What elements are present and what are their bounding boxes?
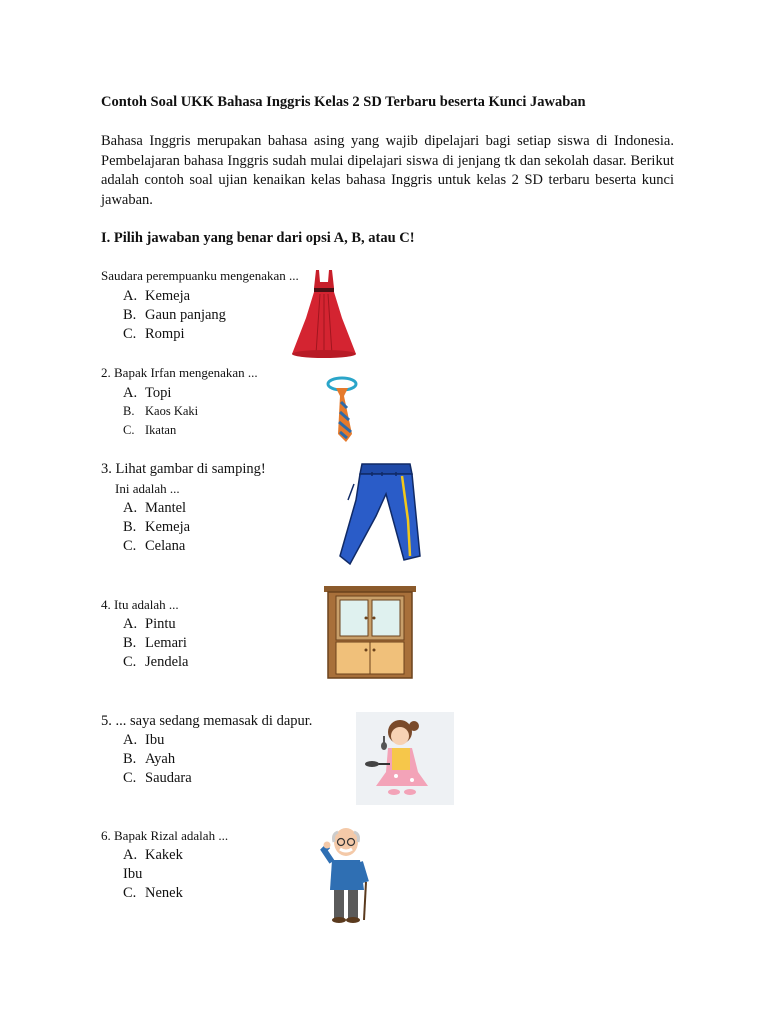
question-text: 6. Bapak Rizal adalah ... <box>101 828 229 843</box>
option-c[interactable]: C. Rompi <box>123 326 185 342</box>
option-b[interactable]: Ibu <box>123 866 143 882</box>
grandfather-image <box>318 824 378 926</box>
option-c[interactable]: C. Celana <box>123 538 186 554</box>
option-c[interactable]: C. Saudara <box>123 770 192 786</box>
option-c[interactable]: C. Nenek <box>123 885 183 901</box>
option-a[interactable]: A. Ibu <box>123 732 165 748</box>
option-b[interactable]: B. Kaos Kaki <box>123 404 199 418</box>
option-a[interactable]: A. Topi <box>123 385 172 401</box>
option-b[interactable]: B. Kemeja <box>123 519 191 535</box>
page-title: Contoh Soal UKK Bahasa Inggris Kelas 2 SD Terbaru beserta Kunci Jawaban <box>101 94 586 110</box>
question-text: 5. ... saya sedang memasak di dapur. <box>101 713 313 729</box>
option-a[interactable]: A. Mantel <box>123 500 187 516</box>
mother-cooking-image <box>356 712 454 805</box>
option-a[interactable]: A. Kemeja <box>123 288 191 304</box>
option-c[interactable]: C. Jendela <box>123 654 189 670</box>
necktie-image <box>300 372 380 450</box>
option-a[interactable]: A. Pintu <box>123 616 176 632</box>
question-text: Saudara perempuanku mengenakan ... <box>101 268 299 283</box>
option-b[interactable]: B. Lemari <box>123 635 187 651</box>
intro-paragraph: Bahasa Inggris merupakan bahasa asing yang wajib dipelajari bagi setiap siswa di Indonesia. Pembelajaran bahasa Inggris sudah mulai dipelajari siswa di jenjang tk dan sekolah dasar. Berikut adalah contoh soal ujian kenaikan kelas bahasa Inggris untuk kelas 2 SD terbaru beserta kunci jawaban. <box>101 133 674 208</box>
question-text: 3. Lihat gambar di samping! <box>101 461 266 477</box>
option-c[interactable]: C. Ikatan <box>123 423 177 437</box>
option-b[interactable]: B. Gaun panjang <box>123 307 226 323</box>
section-heading: I. Pilih jawaban yang benar dari opsi A, B, atau C! <box>101 230 415 246</box>
option-b[interactable]: B. Ayah <box>123 751 176 767</box>
option-a[interactable]: A. Kakek <box>123 847 183 863</box>
question-text: 4. Itu adalah ... <box>101 597 179 612</box>
red-dress-image <box>290 268 358 360</box>
question-text: 2. Bapak Irfan mengenakan ... <box>101 365 258 380</box>
blue-trousers-image <box>338 460 430 570</box>
question-subline: Ini adalah ... <box>115 481 180 496</box>
wooden-cupboard-image <box>322 584 418 680</box>
